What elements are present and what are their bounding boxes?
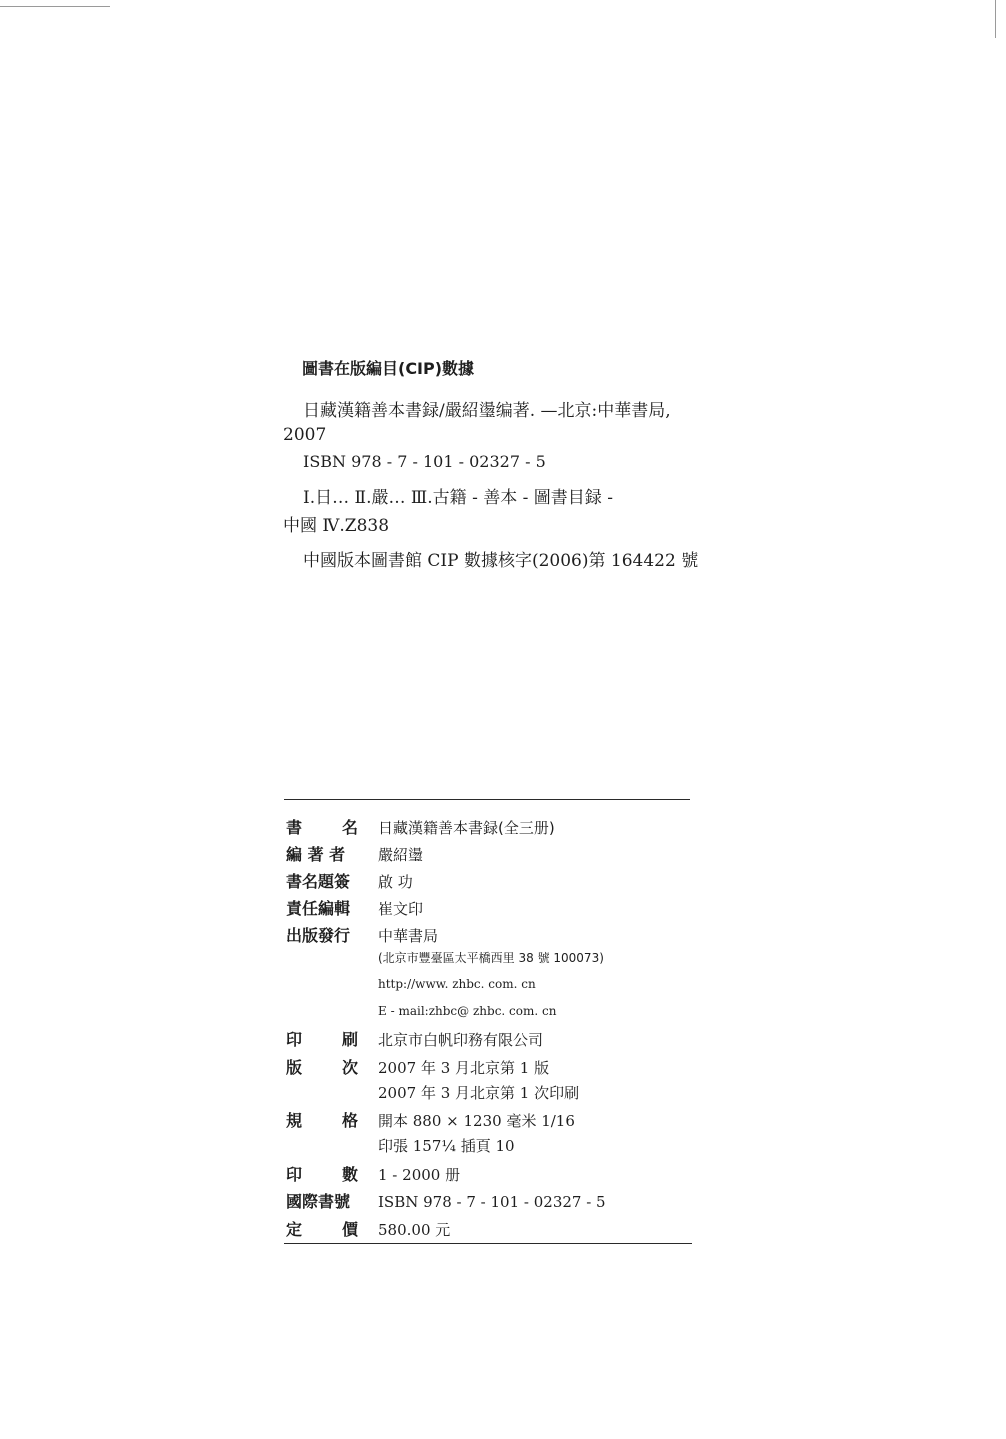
label-author: 編 著 者 bbox=[286, 845, 346, 864]
scan-edge-line bbox=[995, 0, 996, 38]
value-publisher-address: (北京市豐臺區太平橋西里 38 號 100073) bbox=[378, 951, 604, 965]
value-edition-2: 2007 年 3 月北京第 1 次印刷 bbox=[378, 1084, 580, 1102]
value-isbn: ISBN 978 - 7 - 101 - 02327 - 5 bbox=[378, 1193, 606, 1211]
label-price: 定 價 bbox=[286, 1220, 358, 1239]
value-format-2: 印張 157¼ 插頁 10 bbox=[378, 1137, 515, 1155]
cip-title: 圖書在版編目(CIP)數據 bbox=[302, 359, 475, 378]
label-editor: 責任編輯 bbox=[286, 899, 351, 918]
value-editor: 崔文印 bbox=[378, 900, 424, 918]
value-title-calligraphy: 啟 功 bbox=[378, 873, 413, 891]
cip-isbn: ISBN 978 - 7 - 101 - 02327 - 5 bbox=[303, 452, 546, 471]
label-publisher: 出版發行 bbox=[286, 926, 351, 945]
label-isbn: 國際書號 bbox=[286, 1192, 351, 1211]
colophon-bottom-rule bbox=[284, 1243, 692, 1244]
colophon-top-rule bbox=[284, 799, 690, 800]
value-edition-1: 2007 年 3 月北京第 1 版 bbox=[378, 1059, 550, 1077]
label-book-name: 書 名 bbox=[286, 818, 358, 837]
value-author: 嚴紹璗 bbox=[378, 846, 424, 864]
value-publisher-email: E - mail:zhbc@ zhbc. com. cn bbox=[378, 1004, 557, 1018]
cip-record: 中國版本圖書館 CIP 數據核字(2006)第 164422 號 bbox=[303, 551, 699, 571]
value-printing: 北京市白帆印務有限公司 bbox=[378, 1031, 544, 1049]
scan-edge-line bbox=[0, 6, 110, 7]
label-title-calligraphy: 書名題簽 bbox=[286, 872, 351, 891]
cip-line-2: 2007 bbox=[283, 425, 327, 445]
cip-class-1: Ⅰ.日… Ⅱ.嚴… Ⅲ.古籍 - 善本 - 圖書目録 - bbox=[303, 488, 613, 508]
value-format-1: 開本 880 × 1230 毫米 1/16 bbox=[378, 1112, 575, 1130]
label-printing: 印 刷 bbox=[286, 1030, 358, 1049]
label-format: 規 格 bbox=[286, 1111, 358, 1130]
label-edition: 版 次 bbox=[286, 1058, 358, 1077]
cip-class-2: 中國 Ⅳ.Z838 bbox=[283, 516, 390, 536]
value-publisher-web: http://www. zhbc. com. cn bbox=[378, 977, 536, 991]
value-publisher: 中華書局 bbox=[378, 927, 439, 945]
label-print-run: 印 數 bbox=[286, 1165, 358, 1184]
value-price: 580.00 元 bbox=[378, 1221, 451, 1239]
cip-line-1: 日藏漢籍善本書録/嚴紹璗编著. —北京:中華書局, bbox=[303, 401, 671, 421]
value-book-name: 日藏漢籍善本書録(全三册) bbox=[378, 819, 555, 837]
value-print-run: 1 - 2000 册 bbox=[378, 1166, 461, 1184]
